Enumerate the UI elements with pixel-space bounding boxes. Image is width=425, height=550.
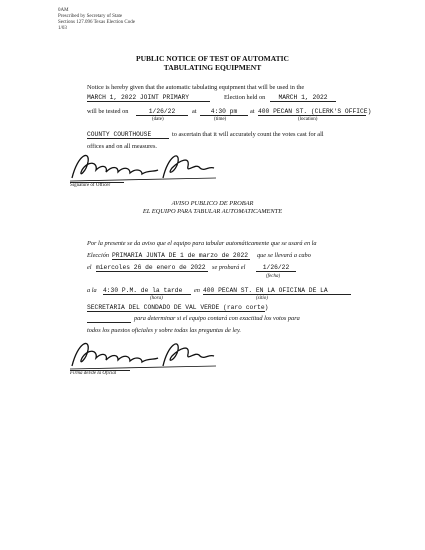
spanish-test-location: 400 PECAN ST. EN LA OFICINA DE LA	[203, 287, 351, 295]
spanish-location-line2: SECRETARIA DEL CONDADO DE VAL VERDE (raro corte)	[87, 304, 269, 311]
spanish-caption-hora: (hora)	[150, 296, 163, 301]
spanish-se-probara-label: se probará el	[212, 264, 246, 271]
spanish-el-label: el	[87, 264, 92, 271]
spanish-se-llevara-label: que se llevará a cabo	[257, 252, 311, 259]
spanish-title-line2: EL EQUIPO PARA TABULAR AUTOMATICAMENTE	[142, 208, 283, 215]
english-offices-text: offices and on all measures.	[87, 143, 158, 150]
spanish-test-time: 4:30 P.M. de la tarde	[103, 287, 191, 295]
form-sections: Sections 127.096 Texas Election Code	[58, 20, 135, 25]
english-signature-caption: Signature of Officer	[70, 182, 124, 188]
english-at-label-2: at	[250, 108, 255, 115]
spanish-caption-sitio: (sitio)	[256, 296, 268, 301]
english-signature-image	[68, 148, 218, 186]
form-number: 0AM	[58, 8, 69, 13]
english-tested-label: will be tested on	[87, 108, 129, 115]
english-test-time: 4:30 pm	[200, 108, 248, 116]
english-county: COUNTY COURTHOUSE	[87, 131, 169, 139]
spanish-eleccion-label: Elección	[87, 252, 110, 259]
spanish-determine-text: para determinar si el equipo contará con exactitud los votos para	[134, 315, 300, 322]
english-ascertain-text: to ascertain that it will accurately count the votes cast for all	[172, 131, 324, 138]
english-intro: Notice is hereby given that the automatic tabulating equipment that will be used in the	[87, 84, 305, 91]
english-title-line1: PUBLIC NOTICE OF TEST OF AUTOMATIC	[136, 54, 289, 63]
english-test-date: 1/26/22	[136, 108, 188, 116]
spanish-title	[0, 200, 425, 216]
form-prescribed: Prescribed by Secretary of State	[58, 14, 123, 19]
spanish-blank-line	[87, 322, 131, 323]
english-at-label: at	[192, 108, 197, 115]
english-test-location: 400 PECAN ST. (CLERK'S OFFICE)	[258, 108, 372, 115]
spanish-election-name: PRIMARIA JUNTA DE 1 de marzo de 2022	[112, 252, 249, 259]
form-revision: 1/03	[58, 26, 67, 31]
spanish-caption-fecha: (fecha)	[266, 274, 281, 279]
spanish-en-label: en	[194, 287, 200, 294]
spanish-election-date: miercoles 26 de enero de 2022	[96, 264, 208, 272]
english-election-date: MARCH 1, 2022	[270, 94, 336, 102]
english-title-line2: TABULATING EQUIPMENT	[163, 63, 262, 72]
english-election-held-label: Election held on	[224, 94, 266, 101]
english-title	[0, 54, 425, 72]
spanish-title-line1: AVISO PUBLICO DE PROBAR	[171, 200, 254, 207]
spanish-signature-caption: Firma del/de la Oficial	[70, 370, 130, 376]
spanish-intro: Por la presente se da aviso que el equipo para tabular automáticamente que se usará en la	[87, 240, 317, 247]
english-caption-time: (time)	[214, 117, 227, 122]
english-caption-location: (location)	[298, 117, 318, 122]
spanish-signature-image	[68, 336, 218, 374]
spanish-test-date: 1/26/22	[256, 264, 296, 272]
spanish-a-la-label: a la	[87, 287, 97, 294]
english-caption-date: (date)	[152, 117, 164, 122]
english-election-name: MARCH 1, 2022 JOINT PRIMARY	[87, 94, 210, 102]
spanish-todos-text: todos los puestos oficiales y sobre todas las preguntas de ley.	[87, 327, 241, 334]
form-header	[58, 8, 135, 32]
